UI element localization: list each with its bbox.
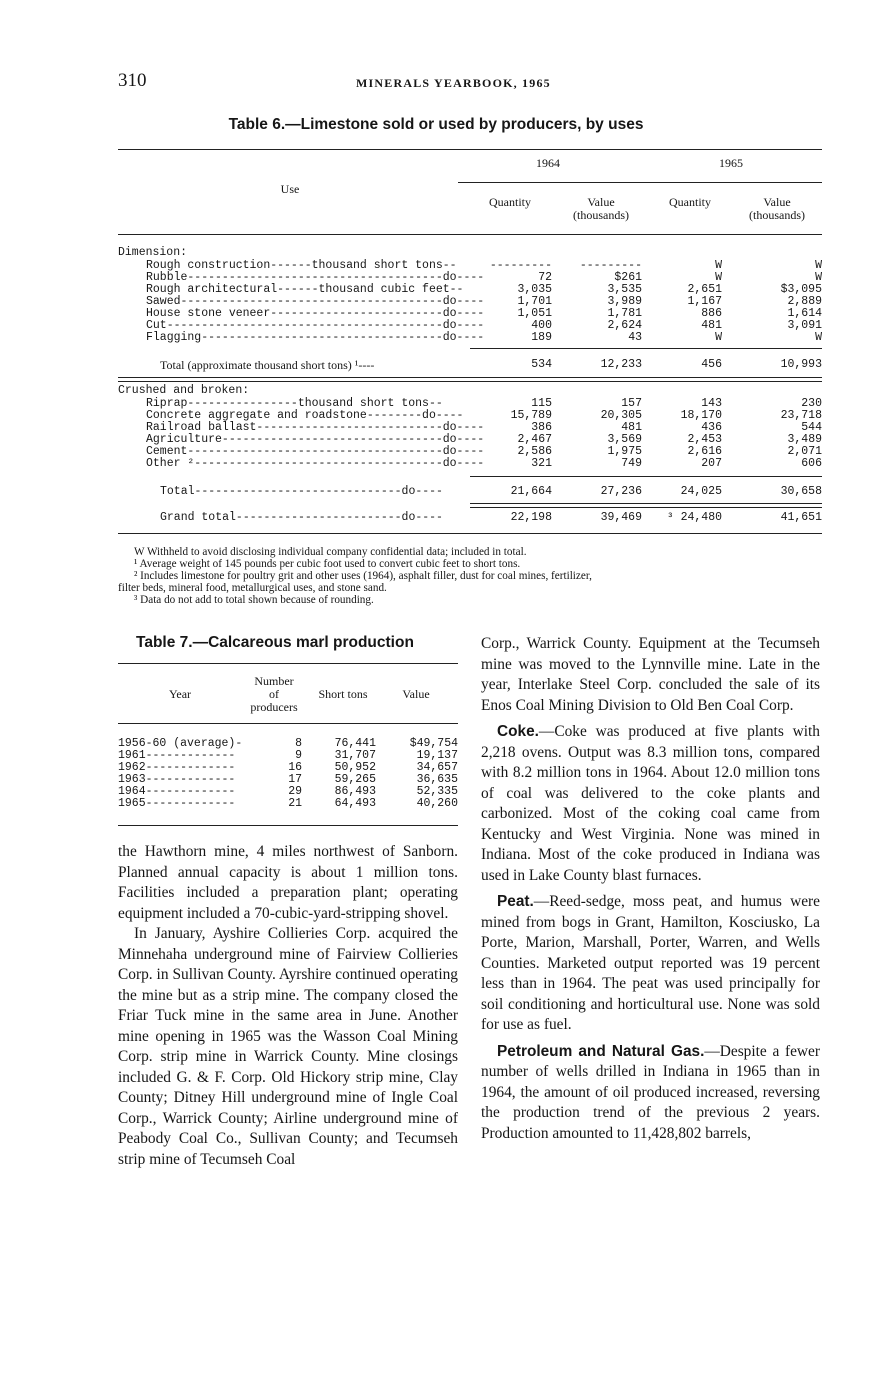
value-cell: 52,335 [416, 785, 458, 798]
table6-use-header: Use [280, 182, 300, 196]
table6-top-rule [118, 149, 822, 150]
table7-top-rule [118, 663, 458, 664]
producers-cell: 21 [288, 797, 302, 810]
right-paragraph-1: Corp., Warrick County. Equipment at the Tecumseh mine was moved to the Lynnville mine. Late in the year, Interlake Steel Corp. concluded the sale of its Enos Coal Mining Division to Old Ben Coal Corp. [481, 635, 820, 714]
q1-cell: 72 [538, 271, 552, 284]
v2-cell: 230 [801, 397, 822, 410]
v1-cell: $261 [614, 271, 642, 284]
v1-cell: 27,236 [600, 485, 642, 498]
table7-title: Table 7.—Calcareous marl production [136, 634, 414, 651]
v2-cell: 2,071 [787, 445, 822, 458]
running-head: MINERALS YEARBOOK, 1965 [356, 76, 551, 90]
producers-cell: 8 [295, 737, 302, 750]
table6-v2-header [732, 196, 822, 222]
table6-v1-header-l1: Value [587, 195, 615, 209]
table6-q2-header: Quantity [669, 195, 711, 209]
v2-cell: 23,718 [780, 409, 822, 422]
table6-v1-header [556, 196, 646, 222]
table7-year-header: Year [168, 687, 192, 701]
q2-cell: 436 [701, 421, 722, 434]
q1-cell: --------- [489, 259, 552, 272]
table-row [118, 458, 822, 470]
q2-cell: 481 [701, 319, 722, 332]
q2-cell: 207 [701, 457, 722, 470]
q2-cell: W [715, 331, 722, 344]
v1-cell: 481 [621, 421, 642, 434]
year-cell: 1964------------- [118, 785, 236, 798]
q2-cell: 456 [701, 358, 722, 371]
row-label: Flagging-----------------------------------do---- [146, 331, 485, 344]
row-label: Rubble-------------------------------------do---- [146, 271, 485, 284]
q2-cell: 2,453 [687, 433, 722, 446]
coke-run-in-head: Coke. [497, 723, 539, 740]
q1-cell: 21,664 [510, 485, 552, 498]
table7-tons-header: Short tons [318, 687, 368, 701]
v1-cell: 12,233 [600, 358, 642, 371]
q1-cell: 534 [531, 358, 552, 371]
producers-cell: 29 [288, 785, 302, 798]
row-label: Concrete aggregate and roadstone--------do---- [146, 409, 464, 422]
row-label: Rough architectural------thousand cubic feet-- [146, 283, 464, 296]
q2-cell: 1,167 [687, 295, 722, 308]
peat-body: —Reed-sedge, moss peat, and humus were mined from bogs in Grant, Hamilton, Kosciusko, La Porte, Marion, Marshall, Porter, Warren, and Wells Counties. Marketed output reported was 19 percent less than in 1964. The peat was used principally for soil conditioning and horticultural use. None was sold for use as fuel. [481, 893, 820, 1033]
value-cell: 19,137 [416, 749, 458, 762]
table6-header-rule [118, 234, 822, 235]
q2-cell: 24,025 [680, 485, 722, 498]
table6-crushed-heading: Crushed and broken: [118, 384, 250, 397]
row-label: Total (approximate thousand short tons) ¹---- [160, 358, 375, 372]
q2-cell: ³ 24,480 [666, 511, 722, 524]
v1-cell: 3,569 [607, 433, 642, 446]
left-column [118, 842, 458, 1170]
v2-cell: 606 [801, 457, 822, 470]
table7-producers-header-l1: Number [254, 674, 294, 688]
table6-year1-header: 1964 [536, 156, 560, 170]
table6-v2-header-l1: Value [763, 195, 791, 209]
v2-cell: 544 [801, 421, 822, 434]
table6-year-rule [458, 182, 822, 183]
v1-cell: 1,781 [607, 307, 642, 320]
row-label: Other ²------------------------------------do---- [146, 457, 485, 470]
q2-cell: W [715, 259, 722, 272]
table7-value-header: Value [402, 687, 430, 701]
table6-subtotal-rule [470, 476, 822, 477]
v1-cell: 2,624 [607, 319, 642, 332]
row-label: House stone veneer-------------------------do---- [146, 307, 485, 320]
table6-footnote-w: W Withheld to avoid disclosing individual company confidential data; included in total. [134, 546, 527, 558]
v1-cell: 157 [621, 397, 642, 410]
table7-producers-header-l2: of [269, 687, 279, 701]
q1-cell: 1,701 [517, 295, 552, 308]
table-row [118, 332, 822, 344]
page-number: 310 [118, 70, 147, 91]
row-label: Agriculture--------------------------------do---- [146, 433, 485, 446]
table6-title: Table 6.—Limestone sold or used by producers, by uses [228, 116, 644, 133]
row-label: Cement-------------------------------------do---- [146, 445, 485, 458]
q1-cell: 2,467 [517, 433, 552, 446]
tons-cell: 86,493 [334, 785, 376, 798]
petroleum-run-in-head: Petroleum and Natural Gas. [497, 1042, 705, 1060]
table7-producers-header-l3: producers [250, 700, 298, 714]
v2-cell: W [815, 331, 822, 344]
q1-cell: 22,198 [510, 511, 552, 524]
q2-cell: 18,170 [680, 409, 722, 422]
v2-cell: 2,889 [787, 295, 822, 308]
left-paragraph-1: the Hawthorn mine, 4 miles northwest of Sanborn. Planned annual capacity is about 1 million tons. Facilities included a preparation plant; operating equipment included a 70-cubic-yard-stripping shovel. [118, 843, 458, 922]
v1-cell: 749 [621, 457, 642, 470]
tons-cell: 50,952 [334, 761, 376, 774]
table6-crushed-total-row [118, 486, 822, 498]
table6-footnote-3: ³ Data do not add to total shown because of rounding. [134, 594, 374, 606]
v1-cell: --------- [579, 259, 642, 272]
table6-q1-header: Quantity [489, 195, 531, 209]
table6-footnote-2-cont: filter beds, mineral food, metallurgical uses, and stone sand. [118, 582, 387, 594]
table7-bottom-rule [118, 825, 458, 826]
left-paragraph-2: In January, Ayshire Collieries Corp. acquired the Minnehaha underground mine of Fairview Collieries Corp. in Sullivan County. Ayrshire continued operating the mine but as a strip mine. The company closed the Friar Tuck mine in the same area in June. Another mine opening in 1965 was the Wasson Coal Mining Corp. strip mine in Warrick County. Mine closings included G. & F. Corp. Old Hickory strip mine, Clay County; Ditney Hill underground mine of Ingle Coal Corp., Warrick County; Airline underground mine of Peabody Coal Co., Sullivan County; and Tecumseh strip mine of Tecumseh Coal [118, 925, 458, 1168]
petroleum-paragraph [481, 1042, 820, 1145]
v1-cell: 39,469 [600, 511, 642, 524]
q2-cell: 2,651 [687, 283, 722, 296]
v2-cell: W [815, 259, 822, 272]
producers-cell: 16 [288, 761, 302, 774]
v2-cell: 10,993 [780, 358, 822, 371]
row-label: Railroad ballast---------------------------do---- [146, 421, 485, 434]
table6-footnote-2: ² Includes limestone for poultry grit and other uses (1964), asphalt filler, dust for coal mines, fertilizer, [134, 570, 592, 582]
year-cell: 1961------------- [118, 749, 236, 762]
q2-cell: 2,616 [687, 445, 722, 458]
table6-year2-header: 1965 [719, 156, 743, 170]
peat-paragraph [481, 892, 820, 1036]
coke-paragraph [481, 722, 820, 886]
v2-cell: 3,489 [787, 433, 822, 446]
table6-section-rule [118, 377, 822, 382]
tons-cell: 76,441 [334, 737, 376, 750]
table7-header-rule [118, 723, 458, 724]
value-cell: $49,754 [409, 737, 458, 750]
q1-cell: 2,586 [517, 445, 552, 458]
v1-cell: 1,975 [607, 445, 642, 458]
v1-cell: 43 [628, 331, 642, 344]
q2-cell: W [715, 271, 722, 284]
v1-cell: 3,535 [607, 283, 642, 296]
row-label: Total------------------------------do---- [160, 485, 443, 498]
q1-cell: 1,051 [517, 307, 552, 320]
q1-cell: 15,789 [510, 409, 552, 422]
q2-cell: 143 [701, 397, 722, 410]
v2-cell: 30,658 [780, 485, 822, 498]
value-cell: 34,657 [416, 761, 458, 774]
table6-grand-total-row [118, 512, 822, 524]
year-cell: 1956-60 (average)- [118, 737, 243, 750]
table-row [118, 798, 458, 810]
tons-cell: 64,493 [334, 797, 376, 810]
v2-cell: 3,091 [787, 319, 822, 332]
v1-cell: 3,989 [607, 295, 642, 308]
v2-cell: 41,651 [780, 511, 822, 524]
v2-cell: W [815, 271, 822, 284]
producers-cell: 17 [288, 773, 302, 786]
right-column [481, 634, 820, 1144]
tons-cell: 59,265 [334, 773, 376, 786]
table6-footnote-1: ¹ Average weight of 145 pounds per cubic foot used to convert cubic feet to short tons. [134, 558, 521, 570]
peat-run-in-head: Peat. [497, 893, 534, 910]
coke-body: —Coke was produced at five plants with 2,218 ovens. Output was 8.3 million tons, compared with 8.2 million tons in 1964. About 12.0 million tons of coal was delivered to the coke plants and carbonized. Most of the coking coal came from Kentucky and West Virginia. None was mined in Indiana. Most of the coke produced in Indiana was used in Lake County blast furnaces. [481, 723, 820, 884]
q1-cell: 321 [531, 457, 552, 470]
table6-v1-header-l2: (thousands) [573, 208, 629, 222]
table6-dimension-heading: Dimension: [118, 246, 188, 259]
value-cell: 36,635 [416, 773, 458, 786]
q1-cell: 189 [531, 331, 552, 344]
year-cell: 1962------------- [118, 761, 236, 774]
tons-cell: 31,707 [334, 749, 376, 762]
table6-grand-rule [470, 503, 822, 508]
value-cell: 40,260 [416, 797, 458, 810]
year-cell: 1965------------- [118, 797, 236, 810]
v1-cell: 20,305 [600, 409, 642, 422]
q1-cell: 400 [531, 319, 552, 332]
q1-cell: 115 [531, 397, 552, 410]
row-label: Sawed--------------------------------------do---- [146, 295, 485, 308]
table6-dimension-total-row [118, 359, 822, 371]
table6-subtotal-rule [470, 348, 822, 349]
q1-cell: 3,035 [517, 283, 552, 296]
q2-cell: 886 [701, 307, 722, 320]
table6-bottom-rule [118, 533, 822, 534]
q1-cell: 386 [531, 421, 552, 434]
row-label: Grand total------------------------do---- [160, 511, 443, 524]
petroleum-body: —Despite a fewer number of wells drilled in Indiana in 1965 than in 1964, the amount of oil produced increased, reversing the production trend of the previous 2 years. Production amounted to 11,428,802 barrels, [481, 1042, 820, 1142]
table7-producers-header [232, 675, 316, 714]
row-label: Cut----------------------------------------do---- [146, 319, 485, 332]
v2-cell: 1,614 [787, 307, 822, 320]
year-cell: 1963------------- [118, 773, 236, 786]
v2-cell: $3,095 [780, 283, 822, 296]
table6-v2-header-l2: (thousands) [749, 208, 805, 222]
row-label: Riprap----------------thousand short tons-- [146, 397, 443, 410]
producers-cell: 9 [295, 749, 302, 762]
row-label: Rough construction------thousand short tons-- [146, 259, 457, 272]
